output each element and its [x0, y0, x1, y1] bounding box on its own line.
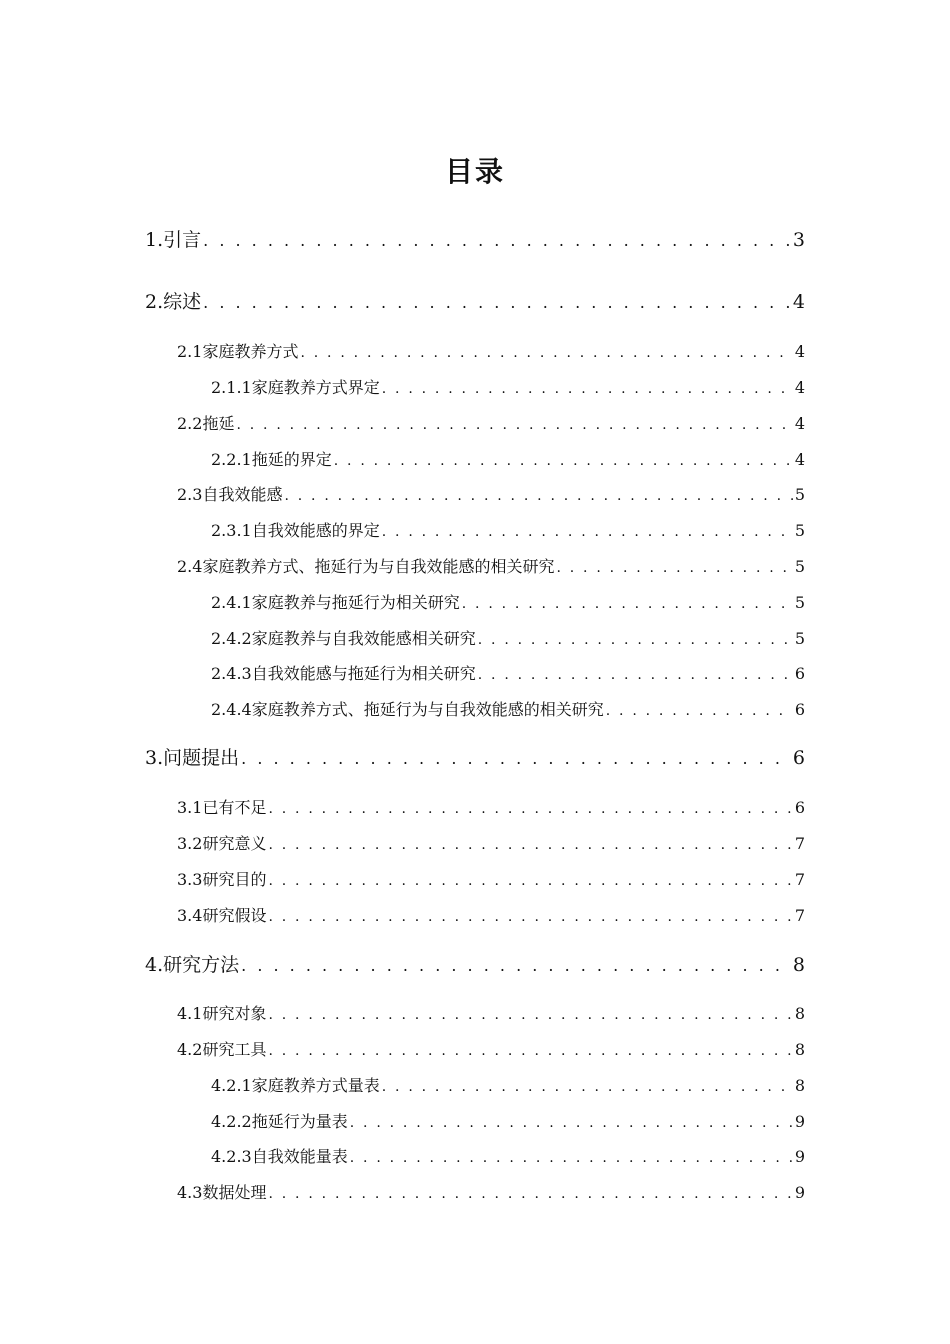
dot-leader — [268, 801, 792, 817]
dot-leader — [300, 345, 792, 361]
toc-entry-2-4-4[interactable] — [211, 697, 805, 720]
toc-entry-label: 4.1研究对象 — [177, 1004, 267, 1023]
toc-entry-2-4-2[interactable] — [211, 626, 805, 649]
toc-entry-2-4-1[interactable] — [211, 590, 805, 613]
toc-entry-2-1[interactable] — [177, 339, 805, 362]
toc-entry-label: 2.2.1拖延的界定 — [211, 450, 332, 469]
dot-leader — [241, 956, 791, 975]
toc-entry-page: 5 — [794, 557, 805, 576]
toc-entry-page: 5 — [794, 485, 805, 504]
toc-entry-label: 4.2.3自我效能量表 — [211, 1147, 348, 1166]
dot-leader — [203, 231, 791, 250]
dot-leader — [606, 703, 793, 719]
toc-entry-label: 2.2拖延 — [177, 414, 235, 433]
dot-leader — [268, 909, 792, 925]
toc-entry-page: 5 — [794, 629, 805, 648]
toc-entry-page: 4 — [794, 378, 805, 397]
toc-entry-page: 6 — [794, 664, 805, 683]
dot-leader — [203, 293, 791, 312]
toc-entry-page: 9 — [794, 1112, 805, 1131]
toc-entry-4-1[interactable] — [177, 1001, 805, 1024]
toc-entry-label: 2.4.4家庭教养方式、拖延行为与自我效能感的相关研究 — [211, 700, 604, 719]
dot-leader — [241, 749, 791, 768]
toc-entry-page: 6 — [794, 798, 805, 817]
toc-entry-page: 5 — [794, 521, 805, 540]
toc-entry-3[interactable] — [145, 743, 805, 770]
dot-leader — [382, 381, 793, 397]
toc-entry-label: 4.研究方法 — [145, 954, 240, 976]
toc-entry-page: 7 — [794, 906, 805, 925]
toc-entry-label: 3.3研究目的 — [177, 870, 267, 889]
toc-entry-page: 4 — [794, 414, 805, 433]
toc-entry-label: 2.1家庭教养方式 — [177, 342, 299, 361]
toc-entry-4-2[interactable] — [177, 1037, 805, 1060]
toc-entry-page: 9 — [794, 1183, 805, 1202]
dot-leader — [350, 1150, 793, 1166]
toc-entry-3-3[interactable] — [177, 867, 805, 890]
dot-leader — [236, 417, 792, 433]
dot-leader — [334, 453, 793, 469]
dot-leader — [462, 596, 793, 612]
toc-entry-label: 4.2.1家庭教养方式量表 — [211, 1076, 380, 1095]
dot-leader — [382, 1079, 793, 1095]
toc-entry-4[interactable] — [145, 950, 805, 977]
toc-entry-4-3[interactable] — [177, 1180, 805, 1203]
toc-entry-page: 4 — [792, 291, 805, 313]
toc-entry-label: 2.1.1家庭教养方式界定 — [211, 378, 380, 397]
dot-leader — [478, 667, 793, 683]
toc-entry-label: 4.2.2拖延行为量表 — [211, 1112, 348, 1131]
toc-entry-page: 4 — [794, 342, 805, 361]
toc-entry-1[interactable] — [145, 225, 805, 252]
toc-entry-label: 2.4.1家庭教养与拖延行为相关研究 — [211, 593, 460, 612]
toc-entry-page: 6 — [794, 700, 805, 719]
toc-entry-2-2[interactable] — [177, 411, 805, 434]
dot-leader — [268, 1043, 792, 1059]
toc-entry-2-3-1[interactable] — [211, 518, 805, 541]
toc-entry-label: 2.综述 — [145, 291, 202, 313]
toc-entry-label: 2.3自我效能感 — [177, 485, 283, 504]
toc-entry-4-2-2[interactable] — [211, 1109, 805, 1132]
dot-leader — [268, 1186, 792, 1202]
dot-leader — [268, 837, 792, 853]
dot-leader — [556, 560, 792, 576]
toc-entry-3-1[interactable] — [177, 795, 805, 818]
toc-entry-2-3[interactable] — [177, 482, 805, 505]
toc-entry-label: 2.3.1自我效能感的界定 — [211, 521, 380, 540]
toc-entry-label: 3.4研究假设 — [177, 906, 267, 925]
toc-entry-2[interactable] — [145, 287, 805, 314]
toc-entry-page: 7 — [794, 834, 805, 853]
toc-entry-label: 3.问题提出 — [145, 747, 240, 769]
toc-entry-page: 8 — [792, 954, 805, 976]
toc-entry-label: 2.4.3自我效能感与拖延行为相关研究 — [211, 664, 476, 683]
toc-entry-3-4[interactable] — [177, 903, 805, 926]
toc-entry-page: 5 — [794, 593, 805, 612]
toc-entry-page: 8 — [794, 1076, 805, 1095]
toc-title: 目录 — [444, 155, 505, 188]
toc-entry-page: 9 — [794, 1147, 805, 1166]
toc-entry-label: 4.2研究工具 — [177, 1040, 267, 1059]
toc-entry-page: 4 — [794, 450, 805, 469]
toc-entry-4-2-3[interactable] — [211, 1144, 805, 1167]
toc-entry-3-2[interactable] — [177, 831, 805, 854]
toc-entry-2-1-1[interactable] — [211, 375, 805, 398]
toc-entry-label: 3.1已有不足 — [177, 798, 267, 817]
toc-entry-2-4[interactable] — [177, 554, 805, 577]
toc-entry-label: 3.2研究意义 — [177, 834, 267, 853]
toc-entry-page: 6 — [792, 747, 805, 769]
toc-entry-label: 2.4.2家庭教养与自我效能感相关研究 — [211, 629, 476, 648]
toc-entry-4-2-1[interactable] — [211, 1073, 805, 1096]
toc-entry-page: 8 — [794, 1004, 805, 1023]
dot-leader — [284, 488, 792, 504]
toc-entry-2-2-1[interactable] — [211, 447, 805, 470]
toc-entry-label: 4.3数据处理 — [177, 1183, 267, 1202]
toc-entry-label: 2.4家庭教养方式、拖延行为与自我效能感的相关研究 — [177, 557, 555, 576]
toc-entry-label: 1.引言 — [145, 229, 202, 251]
dot-leader — [268, 873, 792, 889]
toc-entry-page: 3 — [792, 229, 805, 251]
dot-leader — [268, 1007, 792, 1023]
dot-leader — [350, 1115, 793, 1131]
toc-entry-2-4-3[interactable] — [211, 661, 805, 684]
toc-entry-page: 7 — [794, 870, 805, 889]
toc-entry-page: 8 — [794, 1040, 805, 1059]
dot-leader — [478, 632, 793, 648]
dot-leader — [382, 524, 793, 540]
